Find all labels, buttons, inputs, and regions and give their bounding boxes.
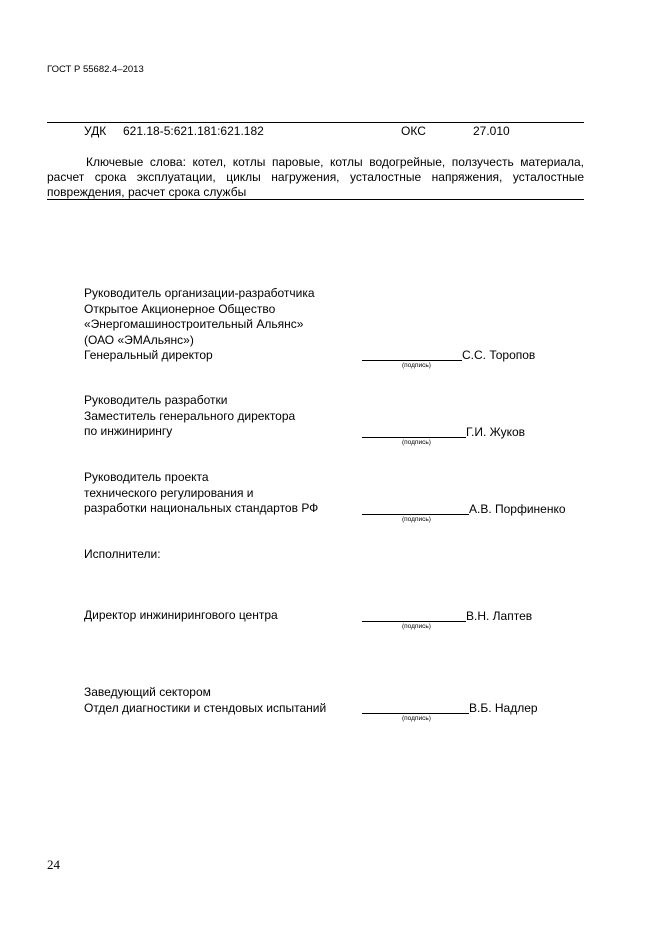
position-line: Отдел диагностики и стендовых испытаний bbox=[84, 700, 327, 715]
executor-block-engineering-director bbox=[84, 608, 278, 624]
signature-block-project-head bbox=[84, 470, 318, 517]
signature-caption: (подпись) bbox=[402, 362, 431, 369]
signature-block-developer-head bbox=[84, 286, 315, 364]
position-line: технического регулирования и bbox=[84, 485, 254, 500]
signature-line bbox=[362, 437, 466, 438]
signature-caption: (подпись) bbox=[402, 516, 431, 523]
page-number: 24 bbox=[47, 857, 60, 872]
signature-block-development-head bbox=[84, 393, 295, 440]
document-code: ГОСТ Р 55682.4–2013 bbox=[47, 64, 144, 75]
signatory-name: С.С. Торопов bbox=[462, 348, 536, 362]
oks-label: ОКС bbox=[401, 124, 426, 138]
position-line: Открытое Акционерное Общество bbox=[84, 301, 276, 316]
position-line: Руководитель организации-разработчика bbox=[84, 286, 315, 300]
signature-line bbox=[362, 514, 469, 515]
position-line: (ОАО «ЭМАльянс») bbox=[84, 332, 194, 347]
signatory-name: В.Н. Лаптев bbox=[466, 609, 533, 623]
signatory-name: Г.И. Жуков bbox=[466, 425, 526, 439]
signature-caption: (подпись) bbox=[402, 439, 431, 446]
keywords-rule bbox=[47, 199, 584, 200]
signatory-name: В.Б. Надлер bbox=[469, 701, 538, 715]
signature-line bbox=[362, 360, 462, 361]
executors-heading: Исполнители: bbox=[84, 547, 161, 561]
position-line: Заведующий сектором bbox=[84, 685, 211, 699]
signature-line bbox=[362, 621, 466, 622]
signature-caption: (подпись) bbox=[402, 715, 431, 722]
position-line: Руководитель разработки bbox=[84, 393, 228, 407]
position-line: Генеральный директор bbox=[84, 348, 213, 362]
oks-value: 27.010 bbox=[473, 124, 510, 138]
udk-value: 621.18-5:621.181:621.182 bbox=[123, 124, 264, 138]
position-line: разработки национальных стандартов РФ bbox=[84, 501, 319, 515]
position-line: Руководитель проекта bbox=[84, 470, 209, 484]
position-line: Заместитель генерального директора bbox=[84, 408, 296, 423]
top-rule bbox=[47, 122, 584, 123]
executor-block-sector-head bbox=[84, 685, 326, 716]
position-line: по инжинирингу bbox=[84, 424, 173, 438]
position-line: «Энергомашиностроительный Альянс» bbox=[84, 317, 304, 331]
signatory-name: А.В. Порфиненко bbox=[469, 502, 566, 516]
signature-line bbox=[362, 713, 469, 714]
udk-label: УДК bbox=[84, 124, 107, 138]
keywords-paragraph: Ключевые слова: котел, котлы паровые, котлы водогрейные, ползучесть материала, расчет срока эксплуатации, циклы нагружения, усталостные напряжения, усталостные повреждения, расчет срока службы bbox=[47, 155, 584, 199]
signature-caption: (подпись) bbox=[402, 623, 431, 630]
position-line: Директор инжинирингового центра bbox=[84, 608, 278, 622]
